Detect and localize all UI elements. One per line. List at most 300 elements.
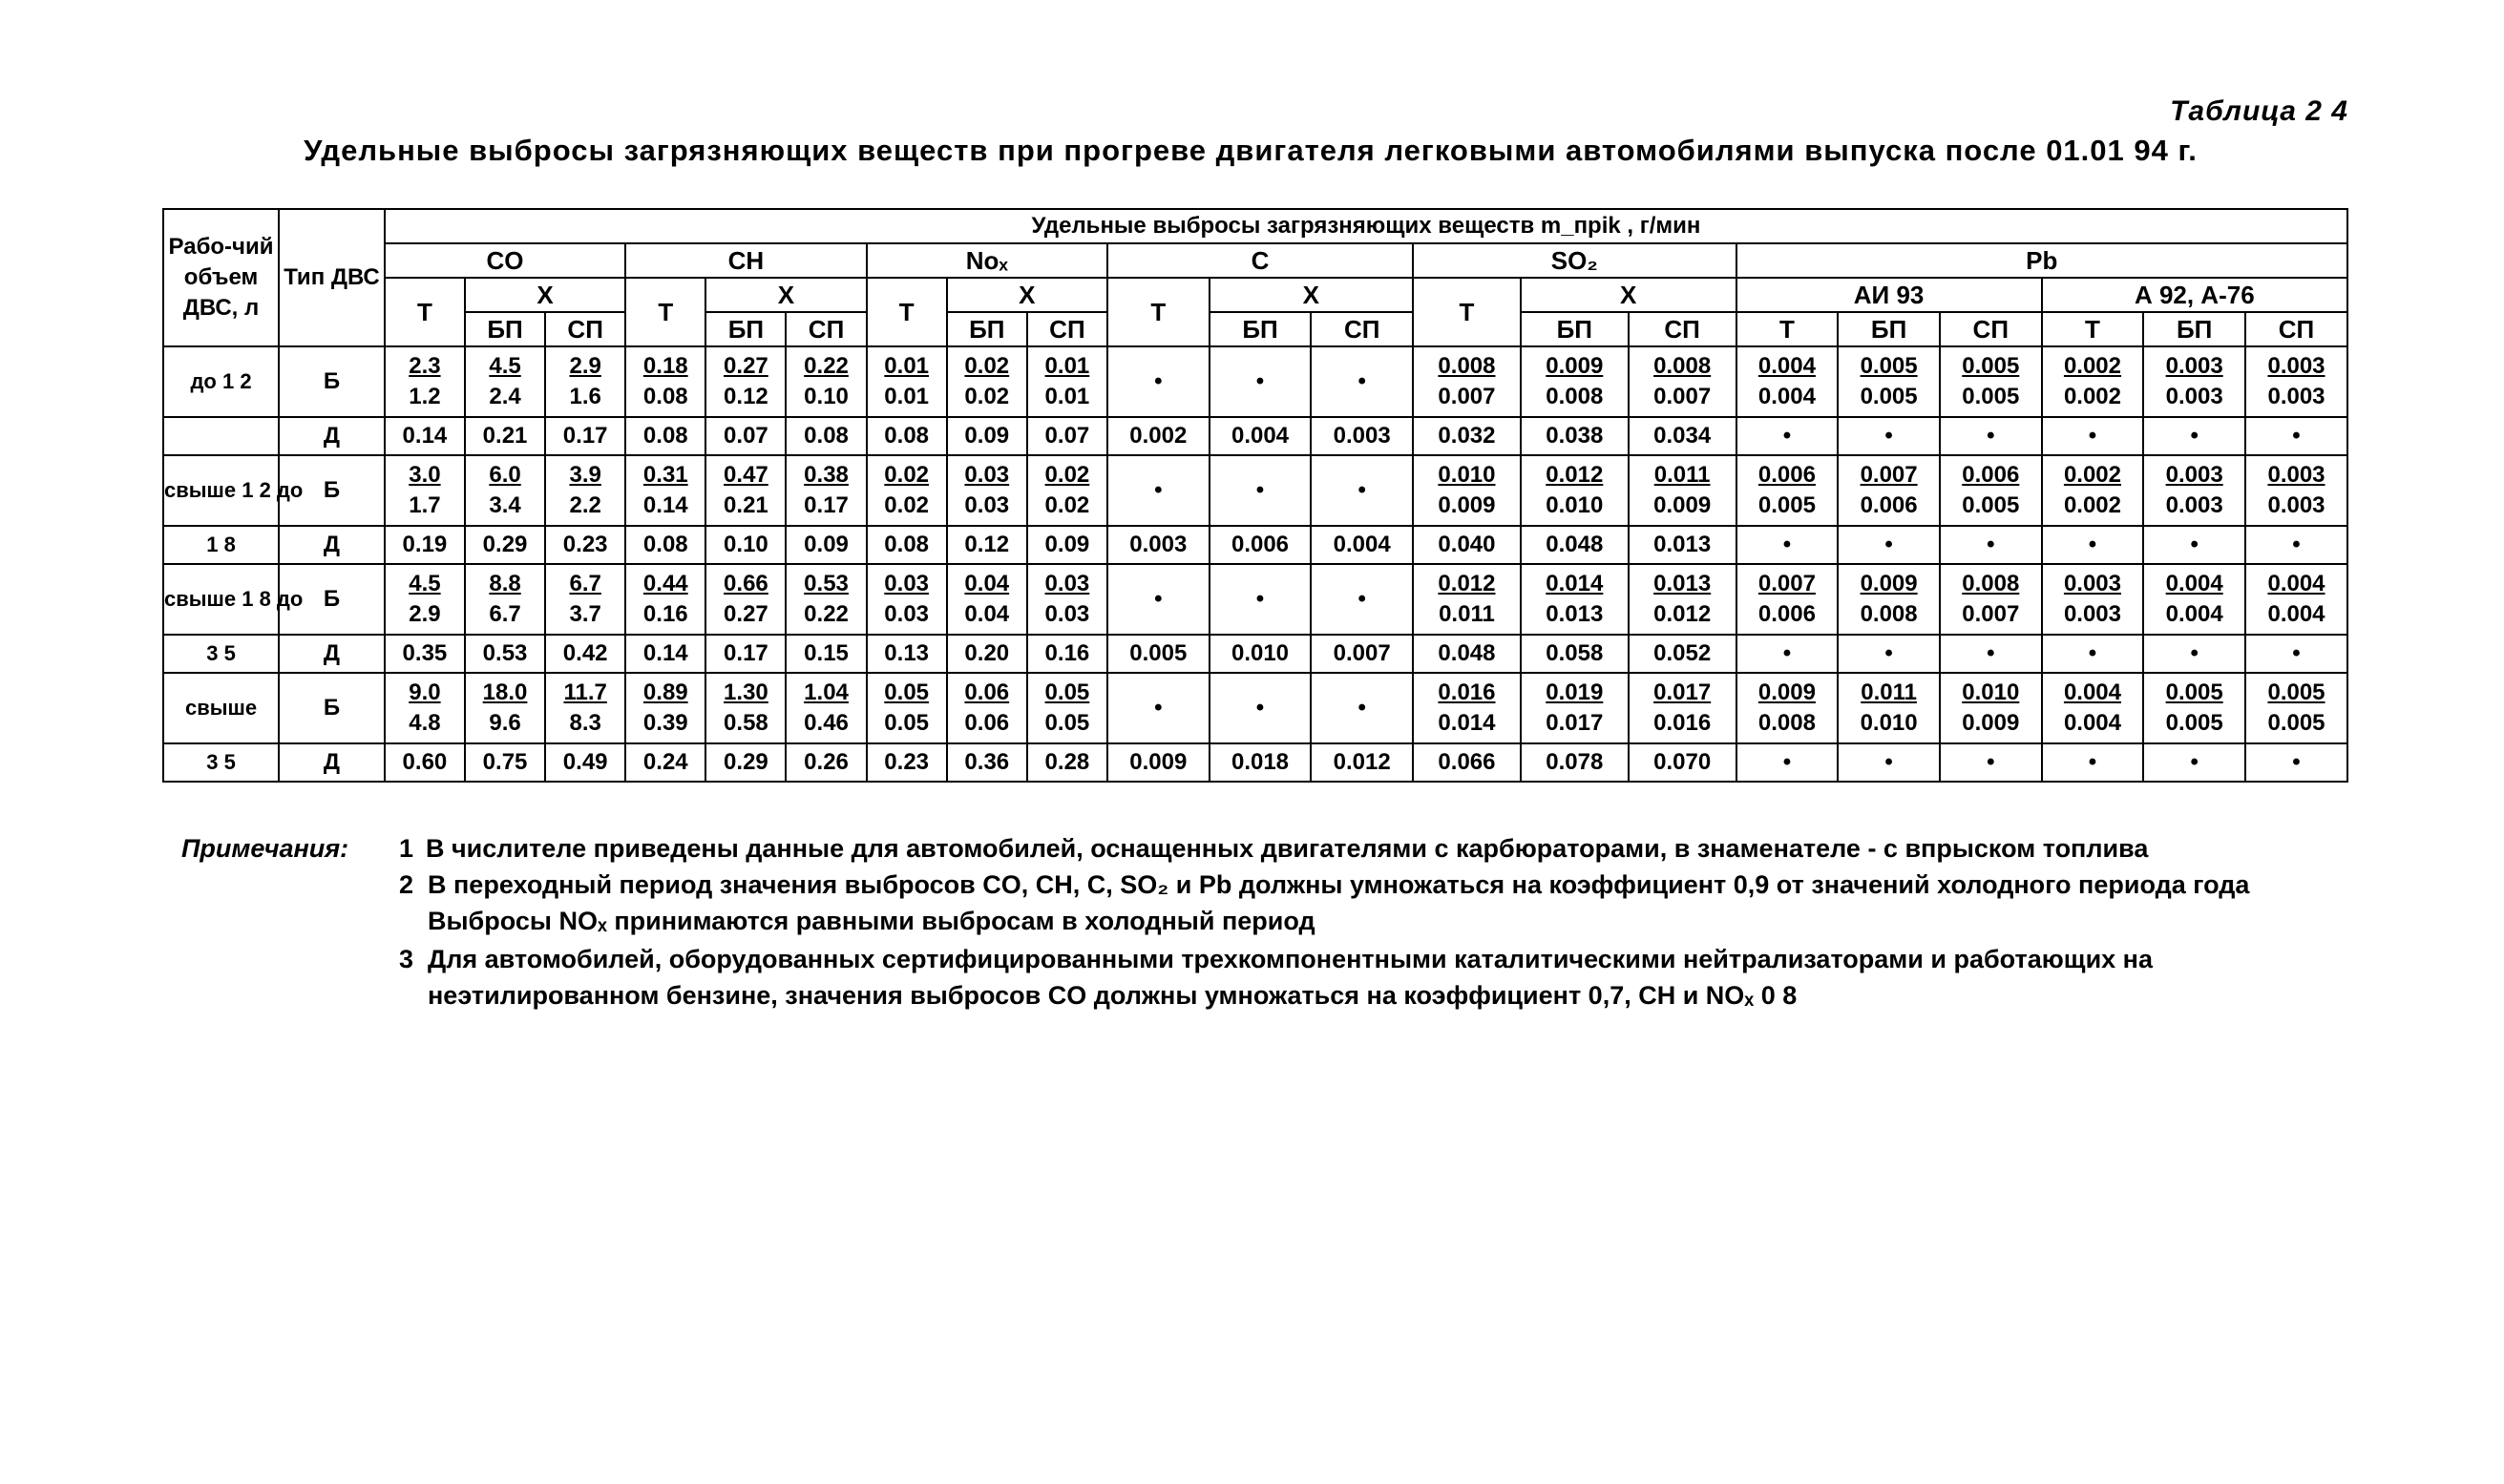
value-cell [2042,455,2144,526]
numerator-value: 0.009 [1757,679,1816,705]
denominator-value: 0.17 [804,492,849,518]
denominator-value: 0.007 [1653,384,1712,409]
numerator-value: 0.03 [884,571,930,596]
denominator-value: 3.4 [489,492,521,518]
denominator-value: 9.6 [489,710,521,736]
notes-label: Примечания: [181,834,349,863]
numerator-value: 0.18 [642,353,688,379]
volume-cell: свыше 1 8 до [163,564,279,635]
numerator-value: 3.0 [409,462,441,488]
note-text: В числителе приведены данные для автомобилей, оснащенных двигателями с карбюраторами, в знаменателе - с впрыском топлива [426,834,2149,863]
table-row [163,635,2347,673]
value-cell: • [1210,564,1312,635]
header-so2: SO₂ [1413,243,1736,278]
value-cell: 0.16 [1027,635,1107,673]
header-bp: БП [1521,312,1629,346]
value-cell: 0.004 [1210,417,1312,455]
numerator-value: 11.7 [563,679,607,705]
numerator-value: 0.03 [1044,571,1090,596]
value-cell [1940,564,2042,635]
denominator-value: 0.58 [724,710,768,736]
value-cell [867,455,947,526]
denominator-value: 8.3 [569,710,601,736]
numerator-value: 0.005 [1962,353,2020,379]
denominator-value: 3.7 [569,601,601,627]
header-nox: Noₓ [867,243,1107,278]
table-title: Удельные выбросы загрязняющих веществ при прогреве двигателя легковыми автомобилями выпуска после 01.01 94 г. [304,134,2198,167]
table-body [163,346,2347,782]
header-sp: СП [1940,312,2042,346]
numerator-value: 0.02 [1044,462,1090,488]
engine-type-cell: Б [279,564,385,635]
value-cell: • [2245,635,2347,673]
value-cell: 0.20 [947,635,1027,673]
value-cell: 0.066 [1413,743,1521,782]
value-cell: 0.49 [545,743,625,782]
value-cell [1413,673,1521,743]
value-cell [1521,346,1629,417]
header-x: Х [1521,278,1736,312]
denominator-value: 0.016 [1653,710,1712,736]
numerator-value: 0.010 [1438,462,1496,488]
value-cell: • [2143,526,2245,564]
numerator-value: 0.27 [724,353,768,379]
value-cell: 0.60 [385,743,465,782]
value-cell: • [1210,346,1312,417]
value-cell: • [1736,743,1839,782]
numerator-value: 0.006 [1757,462,1816,488]
denominator-value: 0.01 [884,384,930,409]
numerator-value: 0.53 [804,571,849,596]
value-cell [1413,564,1521,635]
header-co: CO [385,243,625,278]
value-cell: 0.14 [625,635,705,673]
value-cell [2245,455,2347,526]
value-cell [947,455,1027,526]
numerator-value: 6.0 [489,462,521,488]
numerator-value: 0.010 [1962,679,2020,705]
value-cell [786,564,866,635]
value-cell: • [1210,455,1312,526]
value-cell: 0.004 [1311,526,1413,564]
header-x: Х [465,278,625,312]
denominator-value: 0.003 [2165,384,2223,409]
value-cell: • [2042,417,2144,455]
numerator-value: 0.009 [1860,571,1918,596]
denominator-value: 0.004 [2165,601,2223,627]
value-cell [1940,673,2042,743]
volume-cell: 3 5 [163,635,279,673]
value-cell: 0.006 [1210,526,1312,564]
header-bp: БП [947,312,1027,346]
value-cell: • [1311,455,1413,526]
numerator-value: 0.008 [1653,353,1712,379]
numerator-value: 1.04 [804,679,849,705]
denominator-value: 0.14 [642,492,688,518]
numerator-value: 0.005 [2165,679,2223,705]
value-cell [1027,673,1107,743]
volume-cell: 3 5 [163,743,279,782]
value-cell: 0.07 [1027,417,1107,455]
value-cell [385,346,465,417]
value-cell [786,673,866,743]
denominator-value: 0.013 [1546,601,1604,627]
note-text: В переходный период значения выбросов CO, CH, C, SO₂ и Pb должны умножаться на коэффициент 0,9 от значений холодного периода года Выбросы NOₓ принимаются равными выбросам в холодный период [428,870,2250,935]
denominator-value: 0.002 [2063,384,2121,409]
notes [181,830,2377,1015]
header-emissions: Удельные выбросы загрязняющих веществ m_прik , г/мин [385,209,2347,243]
value-cell: 0.26 [786,743,866,782]
header-t: Т [2042,312,2144,346]
header-bp: БП [465,312,545,346]
denominator-value: 0.004 [2267,601,2325,627]
numerator-value: 0.003 [2063,571,2121,596]
denominator-value: 0.05 [1044,710,1090,736]
value-cell: 0.048 [1413,635,1521,673]
value-cell [465,455,545,526]
numerator-value: 0.013 [1653,571,1712,596]
value-cell [625,673,705,743]
numerator-value: 4.5 [489,353,521,379]
value-cell [705,673,786,743]
value-cell [947,346,1027,417]
engine-type-cell: Д [279,526,385,564]
denominator-value: 2.9 [409,601,441,627]
value-cell [1521,564,1629,635]
value-cell [1027,564,1107,635]
numerator-value: 0.01 [1044,353,1090,379]
value-cell [2042,564,2144,635]
denominator-value: 0.04 [964,601,1010,627]
value-cell: 0.36 [947,743,1027,782]
value-cell [705,564,786,635]
value-cell: 0.53 [465,635,545,673]
numerator-value: 0.89 [642,679,688,705]
numerator-value: 0.04 [964,571,1010,596]
denominator-value: 0.21 [724,492,768,518]
numerator-value: 3.9 [569,462,601,488]
table-row [163,417,2347,455]
header-sp: СП [786,312,866,346]
denominator-value: 0.005 [1962,492,2020,518]
value-cell: 0.08 [625,526,705,564]
numerator-value: 0.003 [2267,353,2325,379]
value-cell [1521,673,1629,743]
value-cell: 0.009 [1107,743,1210,782]
value-cell: • [1311,346,1413,417]
volume-cell [163,417,279,455]
denominator-value: 0.39 [642,710,688,736]
numerator-value: 0.008 [1962,571,2020,596]
value-cell: • [2143,417,2245,455]
value-cell [786,455,866,526]
numerator-value: 0.22 [804,353,849,379]
value-cell: 0.08 [867,417,947,455]
value-cell: • [1940,417,2042,455]
denominator-value: 0.003 [2165,492,2223,518]
denominator-value: 0.003 [2063,601,2121,627]
value-cell [1629,455,1736,526]
value-cell [1838,455,1940,526]
value-cell: • [1107,455,1210,526]
denominator-value: 0.05 [884,710,930,736]
numerator-value: 0.004 [2165,571,2223,596]
denominator-value: 6.7 [489,601,521,627]
numerator-value: 2.9 [569,353,601,379]
denominator-value: 0.03 [964,492,1010,518]
numerator-value: 0.004 [1757,353,1816,379]
denominator-value: 0.03 [1044,601,1090,627]
header-x: Х [947,278,1107,312]
numerator-value: 0.003 [2165,462,2223,488]
header-bp: БП [1838,312,1940,346]
value-cell: 0.038 [1521,417,1629,455]
numerator-value: 0.02 [884,462,930,488]
value-cell: 0.070 [1629,743,1736,782]
value-cell: • [2245,743,2347,782]
value-cell: • [1107,564,1210,635]
denominator-value: 0.02 [1044,492,1090,518]
value-cell: • [1107,346,1210,417]
denominator-value: 0.004 [1757,384,1816,409]
numerator-value: 0.012 [1438,571,1496,596]
denominator-value: 0.008 [1860,601,1918,627]
numerator-value: 0.019 [1546,679,1604,705]
value-cell: 0.29 [705,743,786,782]
denominator-value: 1.6 [569,384,601,409]
value-cell: • [1838,526,1940,564]
numerator-value: 0.012 [1546,462,1604,488]
value-cell [1940,455,2042,526]
engine-type-cell: Б [279,346,385,417]
header-sp: СП [2245,312,2347,346]
value-cell: 0.003 [1311,417,1413,455]
value-cell [385,673,465,743]
value-cell: 0.08 [867,526,947,564]
denominator-value: 0.02 [964,384,1010,409]
note-text: Для автомобилей, оборудованных сертифицированными трехкомпонентными каталитическими нейтрализаторами и работающих на неэтилированном бензине, значения выбросов CO должны умножаться на коэффициент 0,7, CH и NOₓ 0 8 [428,945,2154,1010]
value-cell: • [1210,673,1312,743]
numerator-value: 0.011 [1861,679,1917,705]
value-cell [1838,564,1940,635]
value-cell: 0.09 [947,417,1027,455]
denominator-value: 0.005 [1757,492,1816,518]
volume-cell: до 1 2 [163,346,279,417]
value-cell: 0.058 [1521,635,1629,673]
value-cell [1413,455,1521,526]
denominator-value: 0.011 [1439,601,1495,627]
header-bp: БП [705,312,786,346]
table-row [163,564,2347,635]
value-cell: • [2042,743,2144,782]
volume-cell: 1 8 [163,526,279,564]
denominator-value: 0.08 [642,384,688,409]
value-cell: • [2245,526,2347,564]
value-cell: 0.012 [1311,743,1413,782]
engine-type-cell: Д [279,743,385,782]
value-cell [2245,673,2347,743]
note-item [181,830,2377,867]
numerator-value: 6.7 [569,571,601,596]
value-cell [1629,346,1736,417]
value-cell: 0.28 [1027,743,1107,782]
value-cell [2245,564,2347,635]
header-pb-a92: А 92, А-76 [2042,278,2347,312]
header-t: Т [867,278,947,346]
value-cell: 0.052 [1629,635,1736,673]
header-t: Т [625,278,705,346]
value-cell [465,346,545,417]
numerator-value: 0.014 [1546,571,1604,596]
value-cell [1736,455,1839,526]
value-cell: 0.09 [1027,526,1107,564]
value-cell: 0.13 [867,635,947,673]
engine-type-cell: Д [279,417,385,455]
denominator-value: 0.003 [2267,384,2325,409]
numerator-value: 0.003 [2267,462,2325,488]
value-cell: 0.018 [1210,743,1312,782]
value-cell: 0.048 [1521,526,1629,564]
header-pb-ai93: АИ 93 [1736,278,2042,312]
value-cell: 0.12 [947,526,1027,564]
numerator-value: 0.004 [2063,679,2121,705]
denominator-value: 1.2 [409,384,441,409]
numerator-value: 0.008 [1438,353,1496,379]
numerator-value: 0.003 [2165,353,2223,379]
engine-type-cell: Д [279,635,385,673]
header-x: Х [705,278,866,312]
value-cell [2143,455,2245,526]
numerator-value: 0.009 [1546,353,1604,379]
numerator-value: 0.005 [1860,353,1918,379]
value-cell [2245,346,2347,417]
value-cell: 0.034 [1629,417,1736,455]
denominator-value: 0.007 [1438,384,1496,409]
value-cell: 0.15 [786,635,866,673]
engine-type-cell: Б [279,673,385,743]
value-cell [545,346,625,417]
header-c: C [1107,243,1413,278]
value-cell: 0.002 [1107,417,1210,455]
denominator-value: 0.005 [1962,384,2020,409]
value-cell: 0.005 [1107,635,1210,673]
numerator-value: 0.38 [804,462,849,488]
value-cell [385,564,465,635]
value-cell: • [1940,743,2042,782]
note-item [181,941,2377,1014]
denominator-value: 0.010 [1860,710,1918,736]
value-cell: 0.42 [545,635,625,673]
header-t: Т [1107,278,1210,346]
value-cell [625,346,705,417]
value-cell: 0.19 [385,526,465,564]
note-number: 3 [399,945,414,973]
value-cell: 0.14 [385,417,465,455]
header-t: Т [385,278,465,346]
table-row [163,673,2347,743]
value-cell [705,455,786,526]
value-cell: 0.35 [385,635,465,673]
header-bp: БП [2143,312,2245,346]
value-cell [545,673,625,743]
denominator-value: 0.012 [1653,601,1712,627]
numerator-value: 4.5 [409,571,441,596]
numerator-value: 0.03 [964,462,1010,488]
value-cell: 0.010 [1210,635,1312,673]
value-cell [1521,455,1629,526]
denominator-value: 2.2 [569,492,601,518]
numerator-value: 1.30 [724,679,768,705]
value-cell: 0.10 [705,526,786,564]
value-cell [625,455,705,526]
denominator-value: 0.03 [884,601,930,627]
value-cell: 0.23 [545,526,625,564]
value-cell [1736,673,1839,743]
numerator-value: 0.01 [884,353,930,379]
value-cell: • [1838,417,1940,455]
denominator-value: 0.006 [1757,601,1816,627]
value-cell: • [1940,526,2042,564]
value-cell [2042,673,2144,743]
value-cell: 0.007 [1311,635,1413,673]
value-cell [625,564,705,635]
denominator-value: 1.7 [409,492,441,518]
value-cell: 0.078 [1521,743,1629,782]
value-cell [786,346,866,417]
note-number: 1 [399,834,414,863]
value-cell [1629,564,1736,635]
value-cell [2143,673,2245,743]
value-cell [2042,346,2144,417]
numerator-value: 0.005 [2267,679,2325,705]
denominator-value: 0.22 [804,601,849,627]
table-row [163,526,2347,564]
value-cell: 0.003 [1107,526,1210,564]
denominator-value: 2.4 [489,384,521,409]
numerator-value: 0.44 [642,571,688,596]
header-sp: СП [1629,312,1736,346]
value-cell: • [1940,635,2042,673]
denominator-value: 0.017 [1546,710,1604,736]
denominator-value: 0.06 [964,710,1010,736]
header-engine-type: Тип ДВС [279,209,385,346]
numerator-value: 0.66 [724,571,768,596]
table-row [163,743,2347,782]
value-cell [1838,673,1940,743]
numerator-value: 0.06 [964,679,1010,705]
header-bp: БП [1210,312,1312,346]
denominator-value: 4.8 [409,710,441,736]
value-cell: 0.29 [465,526,545,564]
value-cell: • [1736,635,1839,673]
value-cell: 0.23 [867,743,947,782]
header-t: Т [1413,278,1521,346]
denominator-value: 0.01 [1044,384,1090,409]
denominator-value: 0.014 [1438,710,1496,736]
numerator-value: 0.05 [884,679,930,705]
value-cell [1838,346,1940,417]
numerator-value: 9.0 [409,679,441,705]
value-cell: • [1838,635,1940,673]
value-cell: • [1107,673,1210,743]
denominator-value: 0.10 [804,384,849,409]
denominator-value: 0.12 [724,384,768,409]
denominator-value: 0.16 [642,601,688,627]
numerator-value: 0.31 [642,462,688,488]
value-cell [465,564,545,635]
value-cell [705,346,786,417]
numerator-value: 0.017 [1653,679,1712,705]
